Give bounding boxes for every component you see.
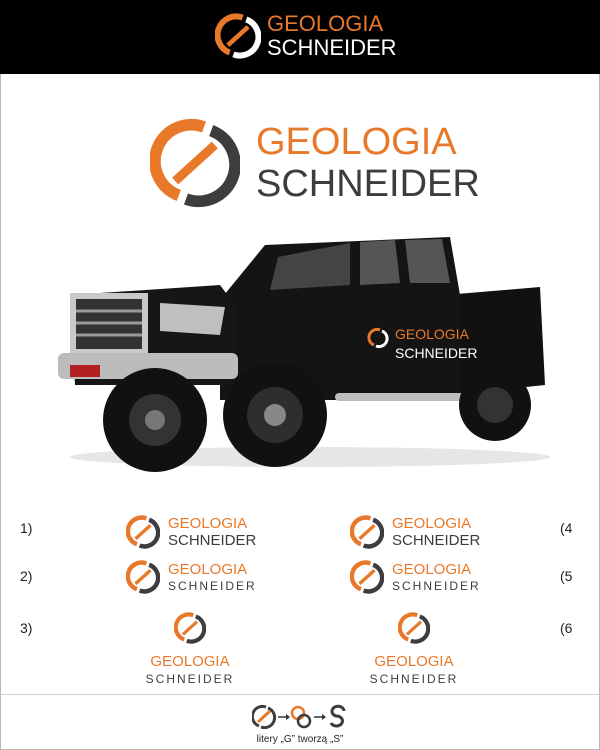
door-brand-line1: GEOLOGIA [395,326,469,342]
arrow-right-icon [278,714,290,720]
g-monogram-icon [252,706,274,727]
brand-line1: GEOLOGIA [374,653,454,670]
variant-number-6: (6 [560,620,573,636]
header-logo [215,13,397,59]
brand-line2: SCHNEIDER [392,532,481,549]
logo-variant-3 [140,612,240,685]
variant-number-4: (4 [560,520,573,536]
logo-variant-2 [126,560,257,594]
brand-line2: SCHNEIDER [145,672,235,686]
s-letter-icon [331,706,344,726]
arrow-right-icon [314,714,326,720]
variant-number-1: 1) [20,520,33,536]
brand-line2: SCHNEIDER [392,579,481,593]
brand-line1: GEOLOGIA [256,121,457,163]
variant-number-2: 2) [20,568,33,584]
footer-caption: litery „G” tworzą „S” [256,734,344,745]
g-monogram-icon [398,612,430,644]
g-monogram-icon [215,13,261,59]
main-logo [150,118,480,208]
logo-variant-4 [350,515,480,549]
g-monogram-icon [350,515,384,549]
brand-line1: GEOLOGIA [392,515,472,532]
logo-variant-5 [350,560,481,594]
brand-line2: SCHNEIDER [168,532,257,549]
g-to-s-diagram [252,704,352,730]
g-monogram-icon [174,612,206,644]
brand-line1: GEOLOGIA [168,515,248,532]
pickup-truck-image [50,225,560,475]
brand-line2: SCHNEIDER [267,35,397,60]
g-monogram-icon [150,118,240,208]
brand-line1: GEOLOGIA [392,561,472,578]
g-chain-icon [292,707,310,727]
logo-variant-6 [364,612,464,685]
g-monogram-icon [126,560,160,594]
g-monogram-icon [126,515,160,549]
brand-line2: SCHNEIDER [168,579,257,593]
brand-line1: GEOLOGIA [267,11,384,36]
footer-divider [0,694,600,695]
brand-line1: GEOLOGIA [168,561,248,578]
brand-line1: GEOLOGIA [150,653,230,670]
brand-line2: SCHNEIDER [256,163,480,205]
brand-line2: SCHNEIDER [369,672,459,686]
g-monogram-icon [350,560,384,594]
logo-variant-1 [126,515,256,549]
door-brand-line2: SCHNEIDER [395,345,478,361]
variant-number-3: 3) [20,620,33,636]
variant-number-5: (5 [560,568,573,584]
